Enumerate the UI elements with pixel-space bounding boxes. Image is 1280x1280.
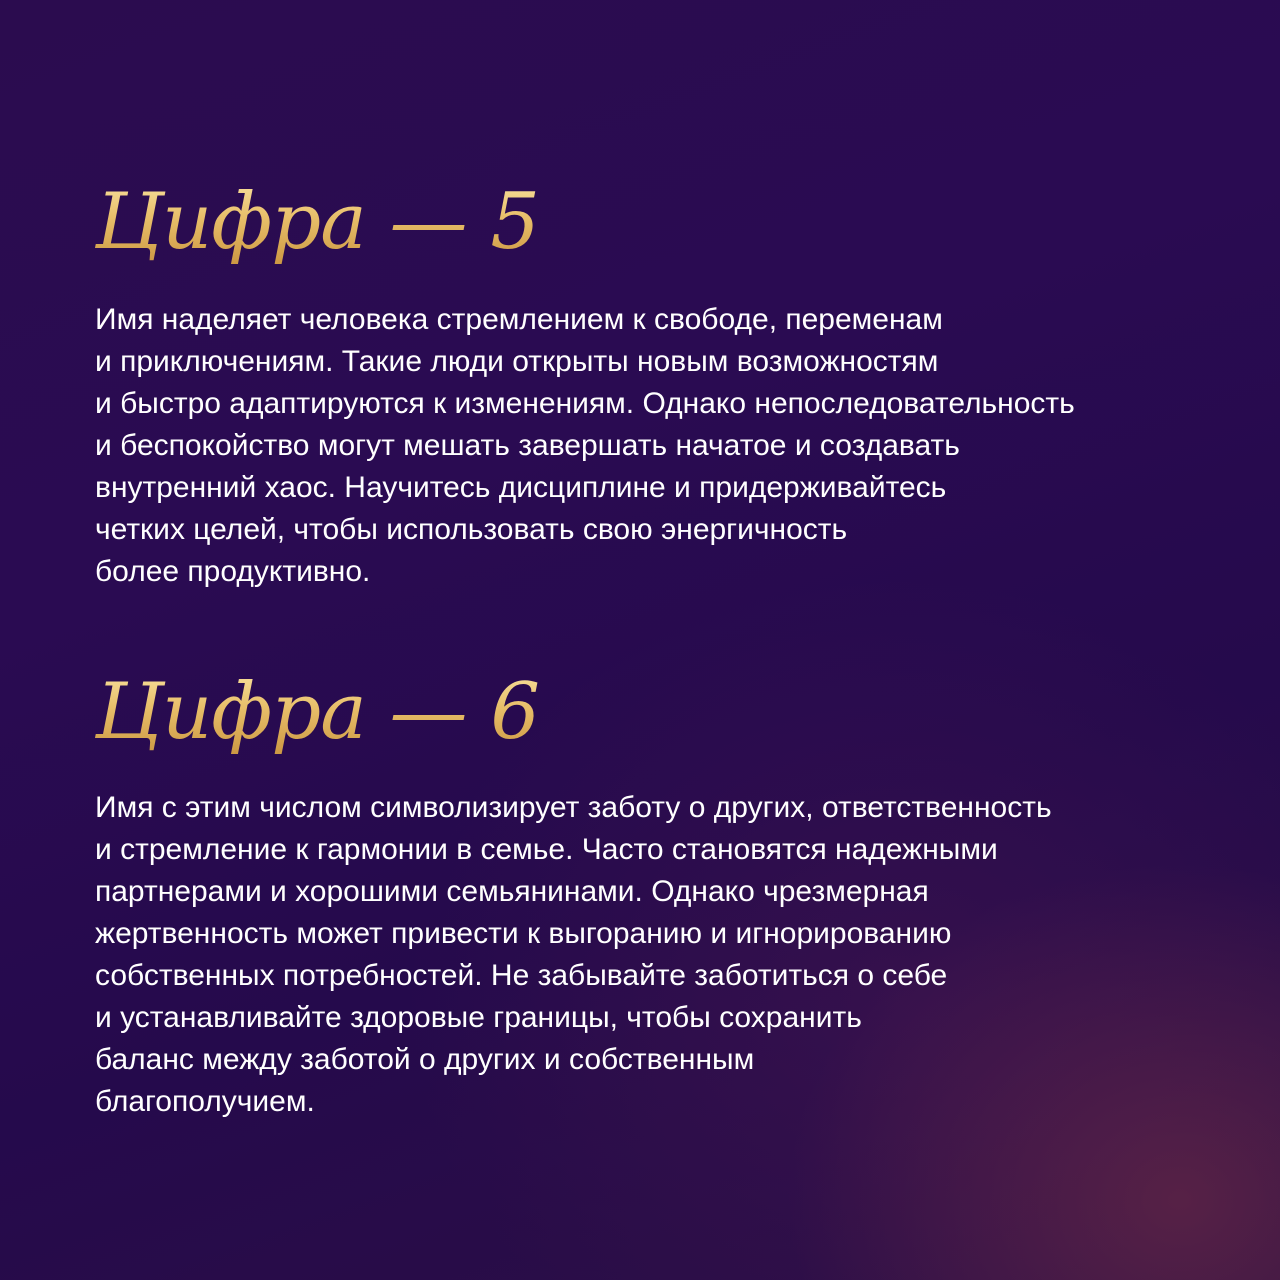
description-line: и быстро адаптируются к изменениям. Однако непоследовательность [95,387,1075,420]
description-line: партнерами и хорошими семьянинами. Однако чрезмерная [95,875,929,908]
description-line: Имя с этим числом символизирует заботу о других, ответственность [95,791,1052,824]
description-line: и беспокойство могут мешать завершать начатое и создавать [95,429,960,462]
description-line: и приключениям. Такие люди открыты новым возможностям [95,345,939,378]
description-line: баланс между заботой о других и собственным [95,1043,755,1076]
section-number-5 [95,172,1235,593]
description-line: более продуктивно. [95,555,371,588]
heading-number-5: Цифра — 5 [95,172,1235,272]
description-number-6 [95,787,1235,1123]
heading-number-6: Цифра — 6 [95,662,1235,762]
description-line: жертвенность может привести к выгоранию и игнорированию [95,917,952,950]
description-line: четких целей, чтобы использовать свою энергичность [95,513,848,546]
description-line: внутренний хаос. Научитесь дисциплине и придерживайтесь [95,471,947,504]
description-number-5 [95,299,1235,593]
description-line: благополучием. [95,1085,315,1118]
description-line: собственных потребностей. Не забывайте заботиться о себе [95,959,948,992]
section-number-6 [95,662,1235,1123]
description-line: и устанавливайте здоровые границы, чтобы сохранить [95,1001,862,1034]
description-line: Имя наделяет человека стремлением к свободе, переменам [95,303,943,336]
description-line: и стремление к гармонии в семье. Часто становятся надежными [95,833,998,866]
